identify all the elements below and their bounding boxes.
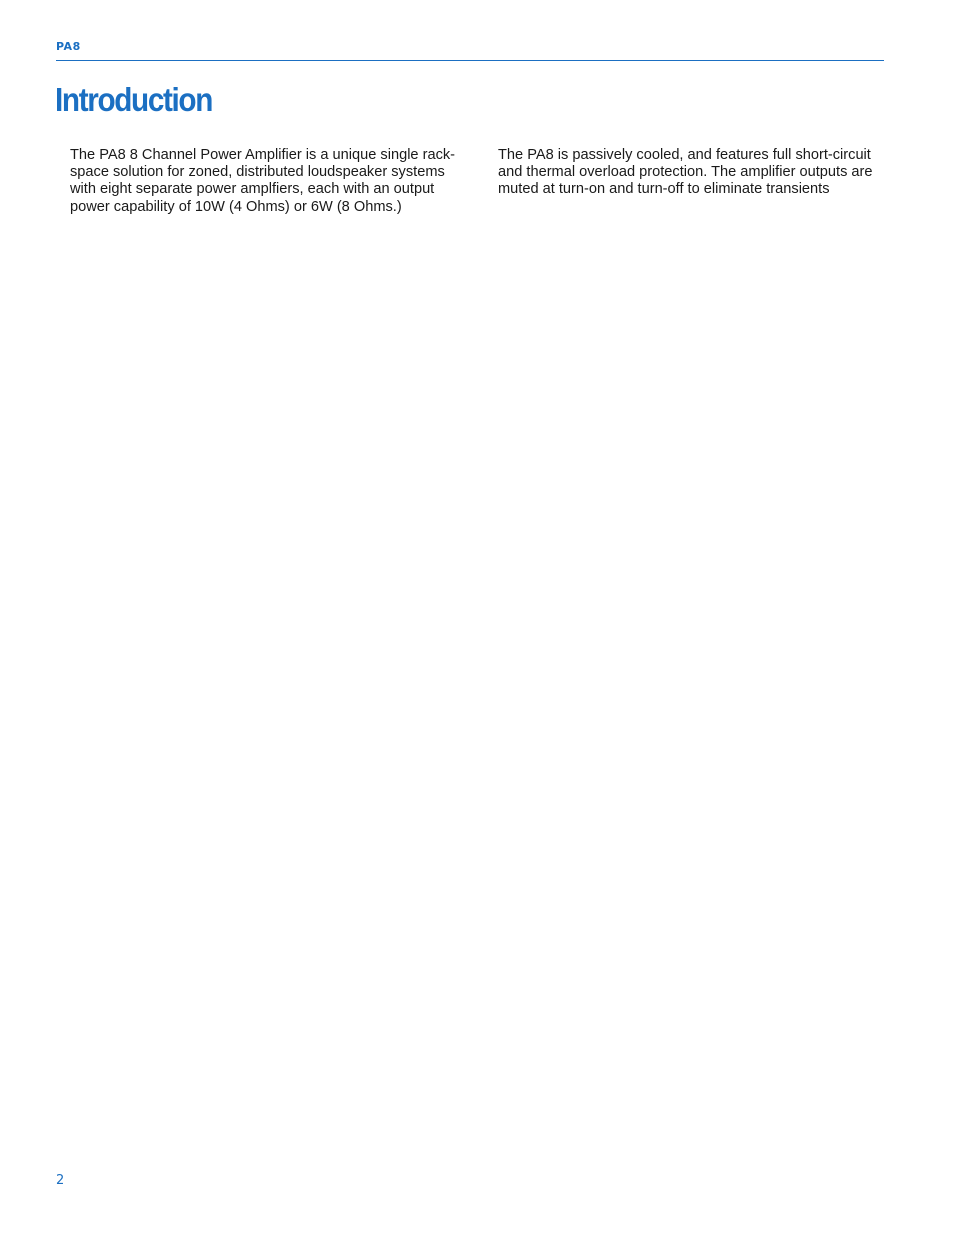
running-header-product: PA8 xyxy=(56,40,81,53)
intro-paragraph-right: The PA8 is passively cooled, and features full short-circuit and thermal overload protection. The amplifier outputs are muted at turn-on and turn-off to eliminate transients xyxy=(498,147,873,198)
intro-paragraph-left: The PA8 8 Channel Power Amplifier is a unique single rack-space solution for zoned, distributed loudspeaker systems with eight separate power amplfiers, each with an output power capability of 10W (4 Ohms) or 6W (8 Ohms.) xyxy=(70,147,456,215)
page-title: Introduction xyxy=(55,81,213,118)
header-rule xyxy=(56,60,884,61)
page-number: 2 xyxy=(56,1173,65,1188)
